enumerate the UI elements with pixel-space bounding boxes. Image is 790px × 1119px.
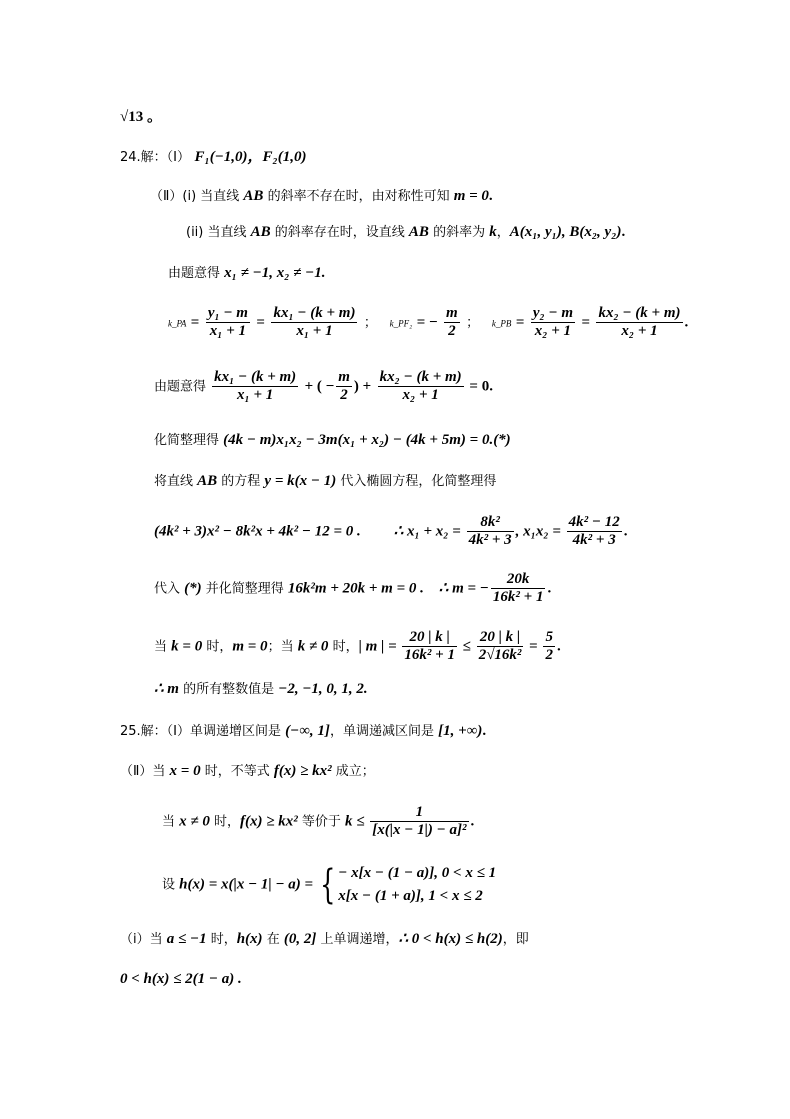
math: AB: [197, 473, 218, 489]
text: 时，: [328, 639, 359, 655]
part2-case-ii: [186, 225, 625, 240]
text: 并化简整理得: [201, 581, 288, 597]
text: 将直线: [154, 474, 198, 489]
num: 20 | k |: [477, 630, 524, 647]
text: ；当: [267, 639, 298, 655]
text: 等价于: [297, 814, 345, 830]
text: 设: [162, 877, 180, 893]
piecewise-line: [162, 862, 496, 907]
math: k = 0: [171, 638, 203, 655]
num: 1: [370, 805, 468, 822]
text: （i）当: [120, 932, 167, 947]
math: −2, −1, 0, 1, 2.: [278, 681, 368, 697]
text: 时，: [209, 814, 241, 830]
math: AB: [243, 188, 264, 204]
leq: ≤: [458, 638, 475, 655]
sqrt13: √13 。: [120, 109, 162, 125]
math: k ≤: [345, 813, 369, 830]
math: (*): [184, 580, 202, 597]
punct: .: [470, 813, 475, 830]
text: ，: [496, 225, 510, 240]
den: 16k² + 1: [492, 589, 544, 605]
slopes-line: k_PA = $\frac{\text{y₁ − m}}{\text{x₁ + 1}}$ = $\frac{\text{kx₁ − (k + m)}}{\text{x₁ + 1}}$ ； k_PF₂ = − $\frac{m}{2}$ ； k_PB = $\frac{\text{y₂ − m}}{\text{x₂ + 1}}$ = $\frac{\text{kx₂ − (k + m)}}{\text{x₂ + 1}}$ .: [168, 305, 689, 339]
problem24-header: [120, 150, 307, 165]
fraction: [206, 306, 250, 339]
text: (ii) 当直线: [186, 225, 251, 240]
den: [x(|x − 1|) − a]²: [372, 822, 467, 838]
k-pf2: k_PF₂: [389, 318, 413, 329]
math: ∴ m: [154, 681, 179, 697]
math: x = 0: [169, 763, 201, 779]
num: 20k: [491, 572, 546, 589]
part2-case-i: [150, 189, 493, 204]
fraction: [212, 370, 298, 403]
math: h(x): [236, 931, 263, 947]
num: y₂ − m: [532, 305, 573, 321]
num: y₁ − m: [207, 305, 248, 321]
punct: .: [488, 188, 493, 204]
problem25-header: [120, 724, 486, 739]
den: x₁ + 1: [209, 323, 247, 339]
equals: =: [525, 638, 542, 655]
den: 2: [545, 647, 553, 663]
m-solution-line: 代入 (*) 并化简整理得 16k²m + 20k + m = 0 . ∴ m = − $\frac{20k}{\text{16k² + 1}}$ .: [154, 571, 552, 605]
text: 由题意得: [154, 379, 211, 395]
text: 代入椭圆方程，化简整理得: [336, 474, 497, 489]
bound-line: 当 k = 0 时，m = 0；当 k ≠ 0 时，| m | = $\frac{20 | k |}{\text{16k² + 1}}$ ≤ $\frac{20 | k |}{\text{2√16k²}}$ = $\frac{5}{2}$ .: [154, 629, 561, 663]
punct: .: [482, 723, 487, 739]
text: 的斜率存在时，设直线: [270, 225, 409, 240]
num: kx₂ − (k + m): [379, 369, 462, 385]
product-roots: , x₁x₂ =: [515, 523, 565, 540]
condition-line: [168, 266, 326, 281]
den: 2: [448, 323, 456, 339]
text: 当: [154, 639, 172, 655]
math: x ≠ 0: [179, 813, 210, 830]
math: 16k²m + 20k + m = 0 .: [287, 580, 424, 597]
text: 时，: [206, 932, 237, 947]
case-a-line: [120, 932, 529, 947]
fraction: [467, 515, 514, 548]
integer-values-line: [154, 682, 368, 697]
math: y = k(x − 1): [264, 473, 337, 489]
den: x₂ + 1: [534, 323, 572, 339]
math: AB: [408, 224, 429, 240]
den: 2√16k²: [478, 647, 522, 663]
fraction: [543, 630, 555, 663]
math: m = 0: [232, 638, 268, 655]
math: ∴ 0 < h(x) ≤ h(2): [398, 931, 503, 947]
substitute-line: [154, 474, 496, 489]
text: 代入: [154, 581, 185, 597]
fraction: [370, 805, 468, 838]
den: 4k² + 3: [468, 532, 512, 548]
simplified-equation: [154, 433, 511, 448]
text: （Ⅱ）当: [120, 764, 170, 779]
fraction: [477, 630, 524, 663]
text: 上单调递增，: [316, 932, 399, 947]
piecewise-cases: [338, 862, 496, 907]
math: (−∞, 1]: [285, 723, 330, 739]
range-line: [120, 972, 242, 987]
num: 8k²: [467, 515, 514, 532]
fraction: [444, 306, 460, 339]
text: 化简整理得: [154, 433, 224, 448]
math: h(x) = x(|x − 1| − a) =: [179, 876, 317, 893]
num: 20 | k |: [402, 630, 457, 647]
den: x₂ + 1: [621, 323, 658, 339]
den: x₁ + 1: [296, 323, 333, 339]
num: 5: [545, 629, 553, 645]
num: m: [338, 369, 350, 385]
quadratic-line: (4k² + 3)x² − 8k²x + 4k² − 12 = 0 . ∴ x₁ + x₂ = $\frac{\text{8k²}}{\text{4k² + 3}}$ , x₁x₂ = $\frac{\text{4k² − 12}}{\text{4k² + 3}}$ .: [154, 514, 628, 548]
fraction: [271, 306, 357, 339]
num: kx₁ − (k + m): [214, 369, 297, 385]
math: a ≤ −1: [166, 931, 207, 947]
num: kx₁ − (k + m): [273, 305, 356, 321]
equals-zero: = 0.: [465, 378, 493, 395]
math: (0, 2]: [283, 931, 317, 947]
math: A(x₁, y₁), B(x₂, y₂): [509, 224, 622, 240]
num: 4k² − 12: [568, 514, 620, 530]
math: | m | =: [358, 638, 401, 655]
math: ∴ m = −: [438, 580, 489, 597]
sum-roots: ∴ x₁ + x₂ =: [393, 523, 465, 540]
text: 的斜率不存在时，由对称性可知: [263, 189, 454, 204]
text: 的方程: [217, 474, 265, 489]
den: 16k² + 1: [404, 647, 455, 663]
den: x₂ + 1: [402, 387, 439, 403]
text: 时，不等式: [200, 764, 274, 779]
k-pb: k_PB: [491, 318, 512, 329]
den: 2: [340, 387, 348, 403]
quadratic: (4k² + 3)x² − 8k²x + 4k² − 12 = 0 .: [154, 523, 361, 540]
math: (4k − m)x₁x₂ − 3m(x₁ + x₂) − (4k + 5m) = 0.(*): [223, 432, 511, 448]
text: 的所有整数值是: [178, 682, 279, 697]
math: f(x) ≥ kx²: [273, 763, 332, 779]
text: ，单调递减区间是: [329, 724, 439, 739]
text: 由题意得: [168, 266, 225, 281]
den: 4k² + 3: [572, 532, 616, 548]
fraction: [596, 306, 682, 339]
text: 成立；: [331, 764, 375, 779]
sqrt13-line: [120, 110, 162, 125]
fraction: [567, 515, 622, 548]
foci-coordinates: F₁(−1,0)，F₂(1,0): [194, 149, 307, 165]
text: 25.解：（Ⅰ）单调递增区间是: [120, 724, 286, 739]
math: 0 < h(x) ≤ 2(1 − a) .: [120, 971, 242, 987]
text: 的斜率为: [428, 225, 490, 240]
case-2: x[x − (1 + a)], 1 < x ≤ 2: [338, 887, 483, 904]
k-pa: k_PA: [168, 318, 187, 329]
text: （Ⅱ）(i) 当直线: [150, 189, 244, 204]
math: [1, +∞): [438, 723, 483, 739]
fraction: [336, 370, 352, 403]
math: k: [489, 224, 497, 240]
case-1: − x[x − (1 − a)], 0 < x ≤ 1: [338, 865, 497, 881]
text: 时，: [202, 639, 233, 655]
equivalence-line: [162, 805, 474, 838]
part2-x0-line: [120, 764, 375, 779]
sum-equation: 由题意得 $\frac{\text{kx₁ − (k + m)}}{\text{x₁ + 1}}$ + ( − $\frac{m}{2}$ ) + $\frac{\text{kx₂ − (k + m)}}{\text{x₂ + 1}}$ = 0.: [154, 369, 493, 403]
problem24-label: 24.解：（Ⅰ）: [120, 150, 191, 165]
text: 当: [162, 814, 180, 830]
fraction: [531, 306, 575, 339]
num: kx₂ − (k + m): [598, 305, 681, 321]
math: x₁ ≠ −1, x₂ ≠ −1.: [224, 265, 326, 281]
math: k ≠ 0: [297, 638, 329, 655]
text: ，即: [502, 932, 529, 947]
punct: .: [621, 224, 626, 240]
math: f(x) ≥ kx²: [240, 813, 298, 830]
fraction: [378, 370, 464, 403]
math: m = 0: [453, 188, 489, 204]
math: AB: [250, 224, 271, 240]
num: m: [446, 305, 458, 321]
fraction: [491, 572, 546, 605]
fraction: [402, 630, 457, 663]
left-brace: {: [319, 861, 336, 908]
text: 在: [262, 932, 284, 947]
den: x₁ + 1: [237, 387, 274, 403]
